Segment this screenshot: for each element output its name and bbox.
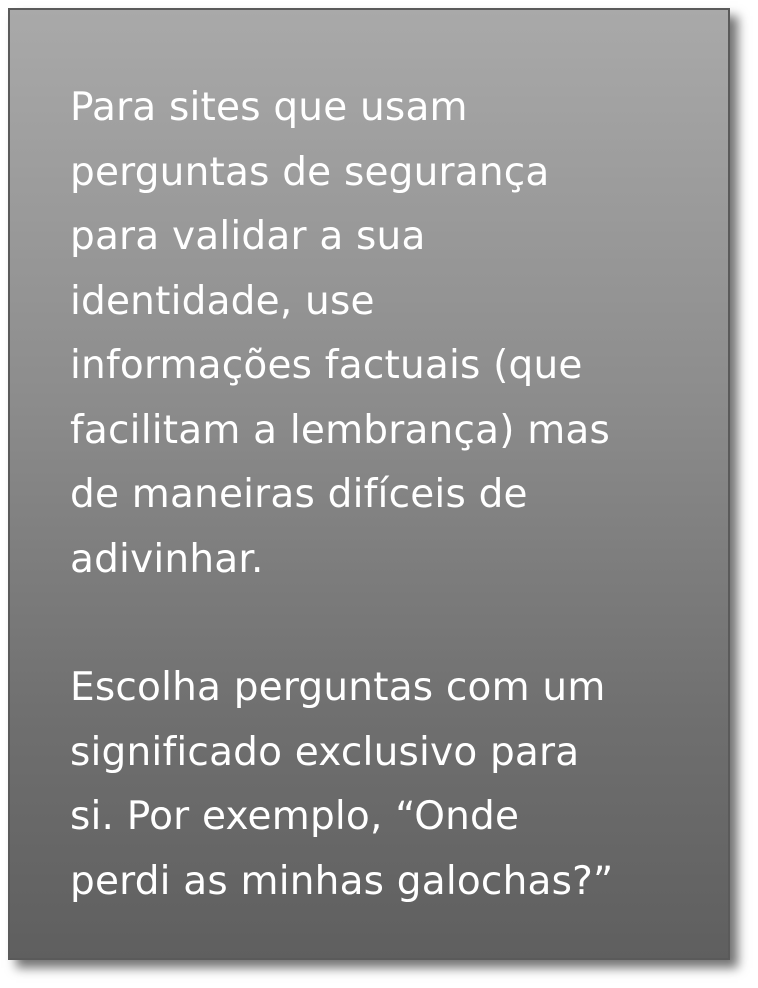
tip-text [70,76,710,914]
tip-paragraph-intro: Para sites que usam perguntas de segurança para validar a sua identidade, use informações factuais (que facilitam a lembrança) mas de maneiras difíceis de adivinhar. [70,85,611,582]
security-tip-card [8,8,730,960]
paragraph-spacer [70,592,710,656]
tip-paragraph-example: Escolha perguntas com um significado exclusivo para si. Por exemplo, “Onde perdi as minhas galochas?” [70,665,614,904]
